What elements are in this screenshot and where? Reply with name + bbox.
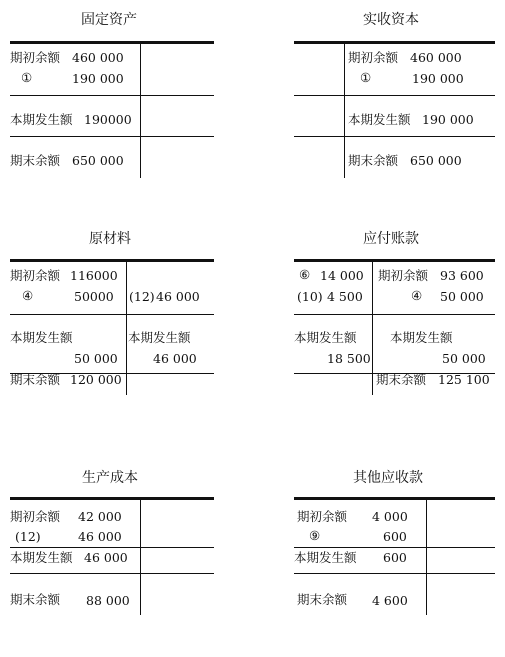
entry-ref: ④ — [22, 288, 34, 303]
closing-balance-value: 120 000 — [70, 372, 122, 387]
account-top-rule — [10, 41, 214, 44]
closing-balance-label: 期末余额 — [10, 372, 61, 387]
account-divider — [126, 259, 127, 395]
entry-ref: ⑨ — [309, 528, 321, 543]
period-amount-label: 本期发生额 — [294, 550, 357, 565]
entry-value: 46 000 — [78, 529, 122, 544]
account-rule — [10, 95, 214, 96]
period-amount-value: 600 — [383, 550, 407, 565]
closing-balance-label: 期末余额 — [10, 153, 61, 168]
account-title: 其他应收款 — [353, 470, 423, 486]
debit-period-amount-label: 本期发生额 — [294, 330, 357, 345]
account-rule — [10, 136, 214, 137]
debit-entry-ref: (10) — [297, 289, 323, 304]
closing-balance-label: 期末余额 — [297, 592, 348, 607]
closing-balance-value: 125 100 — [438, 372, 490, 387]
account-rule — [10, 547, 214, 548]
account-divider — [344, 41, 345, 178]
period-amount-value: 190000 — [84, 112, 132, 127]
credit-entry-value: 46 000 — [156, 289, 200, 304]
opening-balance-label: 期初余额 — [297, 509, 348, 524]
entry-ref: ① — [21, 70, 33, 85]
account-divider — [426, 497, 427, 615]
credit-entry-ref: (12) — [129, 289, 155, 304]
account-title: 原材料 — [89, 231, 131, 247]
debit-entry-value: 14 000 — [320, 268, 364, 283]
opening-balance-label: 期初余额 — [348, 50, 399, 65]
debit-period-amount-value: 18 500 — [327, 351, 371, 366]
credit-entry-ref: ④ — [411, 288, 423, 303]
debit-period-amount-value: 50 000 — [74, 351, 118, 366]
closing-balance-label: 期末余额 — [10, 592, 61, 607]
account-rule — [10, 573, 214, 574]
opening-balance-label: 期初余额 — [10, 268, 61, 283]
opening-balance-label: 期初余额 — [378, 268, 429, 283]
closing-balance-value: 650 000 — [410, 153, 462, 168]
account-rule — [10, 314, 214, 315]
account-divider — [140, 41, 141, 178]
entry-ref: ① — [360, 70, 372, 85]
account-top-rule — [294, 41, 495, 44]
debit-period-amount-label: 本期发生额 — [10, 330, 73, 345]
account-divider — [140, 497, 141, 615]
closing-balance-value: 88 000 — [86, 593, 130, 608]
credit-entry-value: 50 000 — [440, 289, 484, 304]
opening-balance-value: 4 000 — [372, 509, 408, 524]
debit-entry-ref: ⑥ — [299, 267, 311, 282]
account-divider — [372, 259, 373, 395]
opening-balance-value: 460 000 — [72, 50, 124, 65]
credit-period-amount-label: 本期发生额 — [390, 330, 453, 345]
credit-period-amount-value: 50 000 — [442, 351, 486, 366]
opening-balance-value: 460 000 — [410, 50, 462, 65]
account-top-rule — [294, 259, 495, 262]
period-amount-label: 本期发生额 — [10, 112, 73, 127]
opening-balance-value: 116000 — [70, 268, 118, 283]
period-amount-label: 本期发生额 — [10, 550, 73, 565]
opening-balance-value: 93 600 — [440, 268, 484, 283]
closing-balance-value: 650 000 — [72, 153, 124, 168]
account-title: 生产成本 — [82, 470, 138, 486]
entry-value: 50000 — [74, 289, 114, 304]
closing-balance-value: 4 600 — [372, 593, 408, 608]
account-rule — [294, 547, 495, 548]
period-amount-label: 本期发生额 — [348, 112, 411, 127]
account-rule — [294, 136, 495, 137]
account-title: 应付账款 — [363, 231, 419, 247]
credit-period-amount-label: 本期发生额 — [128, 330, 191, 345]
account-top-rule — [10, 259, 214, 262]
period-amount-value: 46 000 — [84, 550, 128, 565]
account-top-rule — [10, 497, 214, 500]
credit-period-amount-value: 46 000 — [153, 351, 197, 366]
period-amount-value: 190 000 — [422, 112, 474, 127]
closing-balance-label: 期末余额 — [348, 153, 399, 168]
entry-value: 190 000 — [412, 71, 464, 86]
account-title: 固定资产 — [81, 12, 137, 28]
entry-ref: (12) — [15, 529, 41, 544]
account-top-rule — [294, 497, 495, 500]
closing-balance-label: 期末余额 — [376, 372, 427, 387]
opening-balance-label: 期初余额 — [10, 50, 61, 65]
account-rule — [294, 95, 495, 96]
opening-balance-label: 期初余额 — [10, 509, 61, 524]
account-rule — [294, 314, 495, 315]
debit-entry-value: 4 500 — [327, 289, 363, 304]
opening-balance-value: 42 000 — [78, 509, 122, 524]
account-title: 实收资本 — [363, 12, 419, 28]
entry-value: 190 000 — [72, 71, 124, 86]
entry-value: 600 — [383, 529, 407, 544]
account-rule — [294, 573, 495, 574]
